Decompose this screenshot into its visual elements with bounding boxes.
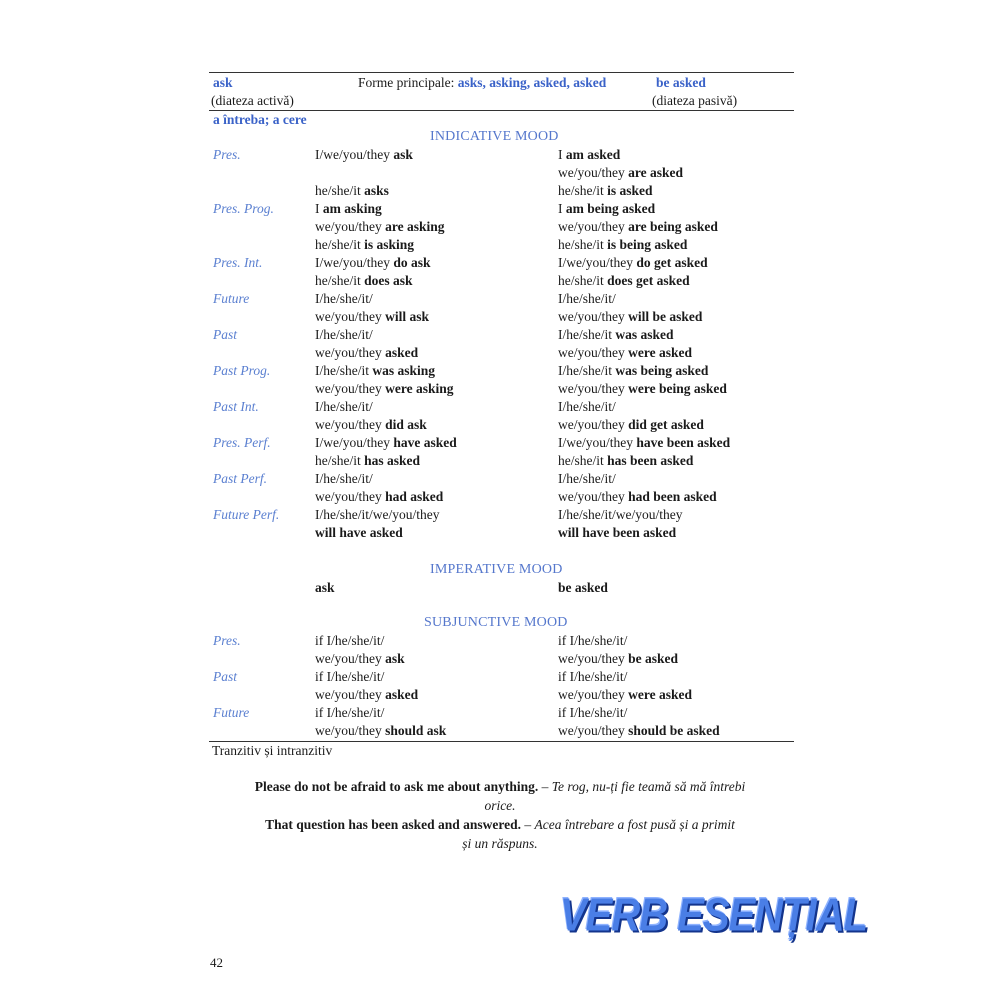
imperative-mood-title: IMPERATIVE MOOD — [430, 562, 563, 577]
passive-subject: I/he/she/it/ — [558, 291, 616, 306]
active-subject: we/you/they — [315, 651, 386, 666]
passive-form — [558, 632, 627, 650]
active-subject: I — [315, 201, 323, 216]
passive-subject: we/you/they — [558, 219, 629, 234]
subjunctive-row — [0, 632, 1000, 650]
indicative-row — [0, 272, 1000, 290]
active-verb: have asked — [393, 435, 457, 450]
active-verb: are asking — [385, 219, 445, 234]
passive-form — [558, 290, 616, 308]
active-form — [315, 470, 373, 488]
active-subject: I/we/you/they — [315, 435, 394, 450]
active-form — [315, 290, 373, 308]
passive-form — [558, 434, 730, 452]
active-verb: do ask — [393, 255, 431, 270]
verb-headword: ask — [213, 75, 233, 90]
passive-subject: I — [558, 201, 566, 216]
indicative-row — [0, 506, 1000, 524]
active-form — [315, 398, 373, 416]
passive-form — [558, 236, 687, 254]
tense-label: Future — [213, 291, 250, 306]
tense-label: Pres. — [213, 633, 241, 648]
active-form — [315, 326, 373, 344]
example-2-dash: – — [521, 817, 535, 832]
verb-esential-logo: VERB ESENȚIAL — [560, 890, 868, 941]
active-verb: were asking — [385, 381, 454, 396]
passive-form — [558, 182, 653, 200]
indicative-row — [0, 200, 1000, 218]
passive-form — [558, 650, 678, 668]
passive-form — [558, 488, 717, 506]
active-subject: I/he/she/it/ — [315, 399, 373, 414]
passive-subject: I/he/she/it — [558, 363, 616, 378]
active-verb: had asked — [385, 489, 444, 504]
tense-label: Future — [213, 705, 250, 720]
active-subject: we/you/they — [315, 489, 386, 504]
active-form — [315, 668, 384, 686]
active-subject: he/she/it — [315, 237, 365, 252]
tense-label: Future Perf. — [213, 507, 280, 522]
passive-verb: should be asked — [628, 723, 720, 738]
tense-label: Past — [213, 669, 238, 684]
subjunctive-row — [0, 704, 1000, 722]
active-subject: if I/he/she/it/ — [315, 633, 385, 648]
indicative-mood-title: INDICATIVE MOOD — [430, 129, 559, 144]
passive-subject: we/you/they — [558, 381, 629, 396]
passive-form — [558, 686, 692, 704]
passive-form — [558, 146, 620, 164]
example-2 — [200, 815, 800, 853]
subjunctive-row — [0, 668, 1000, 686]
passive-subject: if I/he/she/it/ — [558, 705, 628, 720]
tense-label: Pres. Prog. — [213, 201, 274, 216]
passive-subject: I/he/she/it/ — [558, 399, 616, 414]
passive-verb: is being asked — [607, 237, 688, 252]
indicative-row — [0, 470, 1000, 488]
active-verb: is asking — [364, 237, 415, 252]
passive-verb: was asked — [615, 327, 674, 342]
active-verb: asks — [364, 183, 389, 198]
passive-subject: if I/he/she/it/ — [558, 669, 628, 684]
active-form — [315, 452, 420, 470]
passive-verb: be asked — [628, 651, 679, 666]
active-voice-label: (diateza activă) — [211, 93, 294, 108]
tense-label: Past — [213, 327, 238, 342]
passive-verb: does get asked — [607, 273, 690, 288]
transitivity-note: Tranzitiv și intranzitiv — [212, 743, 333, 758]
example-2-romanian: Acea întrebare a fost pusă și a primit — [534, 817, 735, 832]
passive-verb: was being asked — [615, 363, 709, 378]
active-verb: asked — [385, 345, 419, 360]
example-1 — [200, 777, 800, 815]
passive-subject: we/you/they — [558, 309, 629, 324]
active-form — [315, 182, 389, 200]
active-form — [315, 686, 418, 704]
passive-form — [558, 272, 690, 290]
tense-label: Past Int. — [213, 399, 259, 414]
active-verb: should ask — [385, 723, 447, 738]
passive-form — [558, 218, 718, 236]
passive-verb: am being asked — [565, 201, 656, 216]
passive-verb: will have been asked — [558, 525, 677, 540]
passive-form — [558, 704, 627, 722]
indicative-row — [0, 380, 1000, 398]
active-form — [315, 434, 457, 452]
passive-subject: we/you/they — [558, 687, 629, 702]
indicative-row — [0, 524, 1000, 542]
active-subject: I/we/you/they — [315, 147, 394, 162]
subjunctive-row — [0, 722, 1000, 740]
passive-subject: he/she/it — [558, 273, 608, 288]
indicative-row — [0, 290, 1000, 308]
passive-subject: I/he/she/it/ — [558, 471, 616, 486]
active-form — [315, 488, 443, 506]
passive-subject: I — [558, 147, 566, 162]
passive-subject: I/we/you/they — [558, 255, 637, 270]
indicative-row — [0, 344, 1000, 362]
active-subject: I/he/she/it — [315, 363, 373, 378]
active-verb: was asking — [372, 363, 436, 378]
active-subject: I/he/she/it/ — [315, 471, 373, 486]
tense-label: Past Prog. — [213, 363, 271, 378]
active-form — [315, 236, 414, 254]
tense-label: Pres. Int. — [213, 255, 263, 270]
active-form — [315, 650, 405, 668]
active-subject: we/you/they — [315, 381, 386, 396]
active-form — [315, 704, 384, 722]
active-verb: does ask — [364, 273, 413, 288]
passive-subject: we/you/they — [558, 489, 629, 504]
active-form — [315, 218, 445, 236]
active-subject: if I/he/she/it/ — [315, 705, 385, 720]
passive-form — [558, 326, 674, 344]
indicative-row — [0, 182, 1000, 200]
indicative-row — [0, 398, 1000, 416]
passive-verb: have been asked — [636, 435, 731, 450]
example-1-romanian: Te rog, nu-ți fie teamă să mă întrebi — [551, 779, 746, 794]
passive-verb: are asked — [628, 165, 684, 180]
passive-verb: am asked — [565, 147, 621, 162]
imperative-passive: be asked — [558, 580, 608, 595]
passive-voice-label: (diateza pasivă) — [652, 93, 738, 108]
principal-forms — [358, 74, 606, 92]
passive-form — [558, 164, 683, 182]
active-form — [315, 722, 446, 740]
active-form — [315, 416, 427, 434]
imperative-active: ask — [315, 580, 335, 595]
passive-form — [558, 344, 692, 362]
active-subject: I/he/she/it/ — [315, 327, 373, 342]
subjunctive-row — [0, 686, 1000, 704]
passive-verb: had been asked — [628, 489, 717, 504]
tense-label: Past Perf. — [213, 471, 267, 486]
active-form — [315, 146, 413, 164]
passive-subject: we/you/they — [558, 723, 629, 738]
passive-form — [558, 722, 720, 740]
top-rule — [209, 72, 794, 73]
passive-subject: we/you/they — [558, 417, 629, 432]
passive-verb: will be asked — [628, 309, 703, 324]
indicative-row — [0, 326, 1000, 344]
indicative-row — [0, 218, 1000, 236]
active-subject: we/you/they — [315, 723, 386, 738]
indicative-row — [0, 452, 1000, 470]
indicative-row — [0, 146, 1000, 164]
active-form — [315, 254, 431, 272]
passive-form — [558, 254, 708, 272]
translation: a întreba; a cere — [213, 112, 307, 127]
active-verb: ask — [393, 147, 413, 162]
passive-headword: be asked — [656, 75, 706, 90]
example-1-english: Please do not be afraid to ask me about anything. — [254, 779, 539, 794]
indicative-row — [0, 434, 1000, 452]
active-subject: I/we/you/they — [315, 255, 394, 270]
passive-subject: we/you/they — [558, 651, 629, 666]
example-1-romanian-cont: orice. — [484, 798, 516, 813]
active-subject: if I/he/she/it/ — [315, 669, 385, 684]
passive-form — [558, 452, 693, 470]
active-verb: did ask — [385, 417, 427, 432]
active-form — [315, 632, 384, 650]
active-subject: we/you/they — [315, 219, 386, 234]
passive-form — [558, 200, 655, 218]
active-form — [315, 362, 435, 380]
indicative-row — [0, 488, 1000, 506]
passive-subject: he/she/it — [558, 183, 608, 198]
example-1-dash: – — [538, 779, 552, 794]
passive-subject: we/you/they — [558, 165, 629, 180]
passive-verb: do get asked — [636, 255, 708, 270]
active-verb: will ask — [385, 309, 430, 324]
passive-form — [558, 668, 627, 686]
indicative-row — [0, 308, 1000, 326]
active-subject: I/he/she/it/ — [315, 291, 373, 306]
passive-verb: is asked — [607, 183, 653, 198]
passive-verb: were being asked — [628, 381, 727, 396]
active-form — [315, 524, 403, 542]
passive-verb: did get asked — [628, 417, 704, 432]
passive-form — [558, 398, 616, 416]
forms-label: Forme principale: — [358, 75, 455, 90]
active-form — [315, 344, 418, 362]
active-subject: he/she/it — [315, 453, 365, 468]
active-verb: asked — [385, 687, 419, 702]
passive-verb: were asked — [628, 687, 692, 702]
passive-form — [558, 470, 616, 488]
passive-verb: are being asked — [628, 219, 718, 234]
passive-form — [558, 308, 702, 326]
passive-form — [558, 416, 704, 434]
active-form — [315, 506, 439, 524]
indicative-row — [0, 236, 1000, 254]
passive-form — [558, 362, 708, 380]
passive-subject: we/you/they — [558, 345, 629, 360]
active-subject: we/you/they — [315, 687, 386, 702]
passive-subject: I/we/you/they — [558, 435, 637, 450]
active-form — [315, 308, 429, 326]
indicative-row — [0, 164, 1000, 182]
active-subject: he/she/it — [315, 273, 365, 288]
indicative-row — [0, 362, 1000, 380]
active-subject: we/you/they — [315, 345, 386, 360]
active-verb: am asking — [322, 201, 382, 216]
passive-form — [558, 506, 682, 524]
active-subject: we/you/they — [315, 417, 386, 432]
active-form — [315, 380, 454, 398]
passive-subject: he/she/it — [558, 237, 608, 252]
page-number: 42 — [210, 955, 223, 970]
example-2-romanian-cont: și un răspuns. — [462, 836, 538, 851]
tense-label: Pres. — [213, 147, 241, 162]
active-verb: has asked — [364, 453, 421, 468]
active-verb: will have asked — [315, 525, 403, 540]
active-subject: he/she/it — [315, 183, 365, 198]
indicative-row — [0, 254, 1000, 272]
passive-subject: he/she/it — [558, 453, 608, 468]
active-subject: we/you/they — [315, 309, 386, 324]
indicative-row — [0, 416, 1000, 434]
subjunctive-mood-title: SUBJUNCTIVE MOOD — [424, 615, 568, 630]
active-verb: ask — [385, 651, 405, 666]
active-form — [315, 200, 382, 218]
passive-verb: were asked — [628, 345, 692, 360]
passive-form — [558, 380, 727, 398]
active-subject: I/he/she/it/we/you/they — [315, 507, 440, 522]
tense-label: Pres. Perf. — [213, 435, 271, 450]
active-form — [315, 272, 413, 290]
passive-subject: if I/he/she/it/ — [558, 633, 628, 648]
passive-verb: has been asked — [607, 453, 694, 468]
passive-form — [558, 524, 676, 542]
passive-subject: I/he/she/it — [558, 327, 616, 342]
forms-list: asks, asking, asked, asked — [457, 75, 607, 90]
passive-subject: I/he/she/it/we/you/they — [558, 507, 683, 522]
example-2-english: That question has been asked and answered. — [265, 817, 522, 832]
subjunctive-row — [0, 650, 1000, 668]
